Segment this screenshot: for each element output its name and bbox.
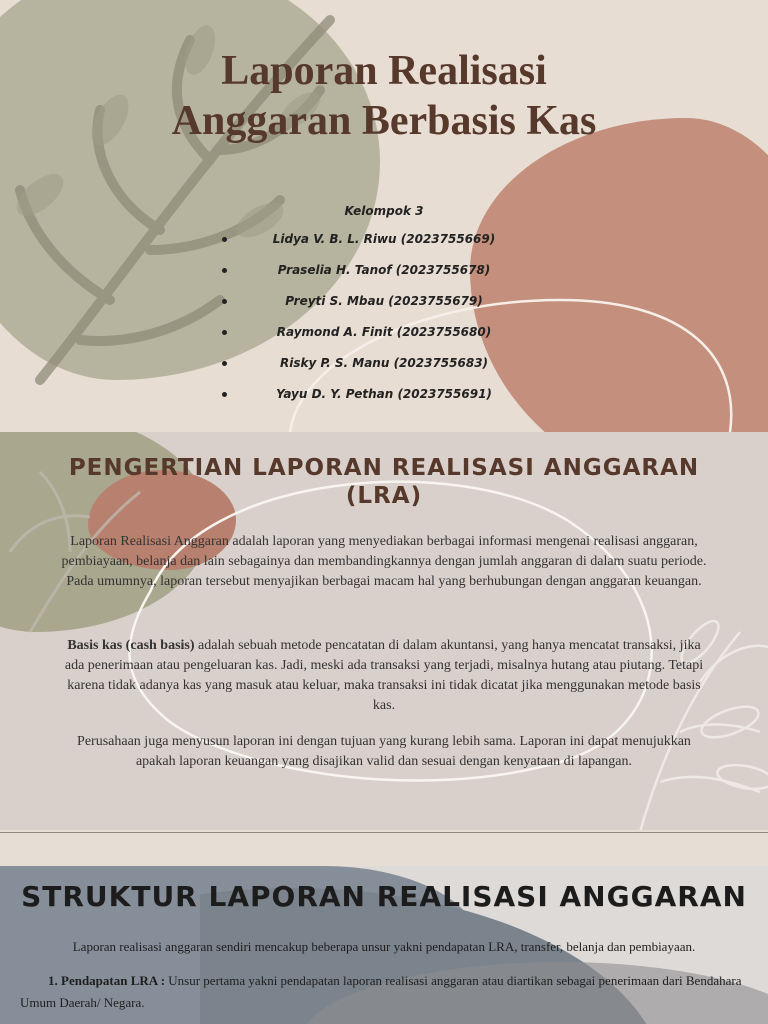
member-list (0, 232, 768, 418)
slide-gap (0, 830, 768, 866)
section-title: STRUKTUR LAPORAN REALISASI ANGGARAN (21, 880, 747, 913)
group-label: Kelompok 3 (344, 204, 424, 218)
divider (0, 832, 768, 833)
intro-text: Laporan realisasi anggaran sendiri mencakup beberapa unsur yakni pendapatan LRA, transfer, belanja dan pembiayaan. (72, 939, 696, 954)
member-item (0, 325, 768, 356)
title-line-1: Laporan Realisasi (221, 48, 547, 94)
definition-slide (0, 432, 768, 832)
cash-basis-paragraph (60, 636, 708, 716)
cash-basis-text: adalah sebuah metode pencatatan di dalam akuntansi, yang hanya mencatat transaksi, jika ada penerimaan atau pengeluaran kas. Jadi, meski ada transaksi yang terjadi, misalnya hutang atau piutang. Tetapi karena tidak adanya kas yang masuk atau keluar, maka transaksi ini tidak dicatat jika menggunakan metode basis kas. (64, 638, 704, 713)
purpose-paragraph: Perusahaan juga menyusun laporan ini dengan tujuan yang kurang lebih sama. Laporan ini dapat menujukkan apakah laporan keuangan yang disajikan valid dan sesuai dengan kenyataan di lapangan. (77, 734, 691, 769)
bullet-icon (222, 237, 227, 242)
member-item (0, 356, 768, 387)
member-item (0, 232, 768, 263)
bullet-icon (222, 392, 227, 397)
definition-paragraph: Laporan Realisasi Anggaran adalah laporan yang menyediakan berbagai informasi mengenai realisasi anggaran, pembiayaan, belanja dan lain sebagainya dan membandingkannya dengan jumlah anggaran di dalam suatu periode. Pada umumnya, laporan tersebut menyajikan berbagai macam hal yang berhubungan dengan anggaran keuangan. (61, 534, 707, 589)
list-item (20, 970, 748, 1014)
member-name: Yayu D. Y. Pethan (2023755691) (276, 387, 492, 401)
member-name: Preyti S. Mbau (2023755679) (285, 294, 483, 308)
member-item (0, 263, 768, 294)
member-name: Raymond A. Finit (2023755680) (276, 325, 492, 339)
item-heading: 1. Pendapatan LRA : (48, 973, 166, 988)
member-item (0, 294, 768, 325)
item-text: Unsur pertama yakni pendapatan laporan realisasi anggaran atau diartikan sebagai penerimaan dari Bendahara Umum Daerah/ Negara. (20, 973, 742, 1010)
structure-slide (0, 866, 768, 1024)
title-slide (0, 0, 768, 432)
member-name: Lidya V. B. L. Riwu (2023755669) (272, 232, 496, 246)
bullet-icon (222, 330, 227, 335)
page-title (0, 46, 768, 146)
member-name: Risky P. S. Manu (2023755683) (279, 356, 489, 370)
cash-basis-term: Basis kas (cash basis) (67, 638, 195, 653)
section-title: PENGERTIAN LAPORAN REALISASI ANGGARAN (LRA) (68, 455, 700, 509)
title-line-2: Anggaran Berbasis Kas (171, 98, 597, 144)
member-item (0, 387, 768, 418)
bullet-icon (222, 361, 227, 366)
bullet-icon (222, 268, 227, 273)
member-name: Praselia H. Tanof (2023755678) (277, 263, 491, 277)
bullet-icon (222, 299, 227, 304)
